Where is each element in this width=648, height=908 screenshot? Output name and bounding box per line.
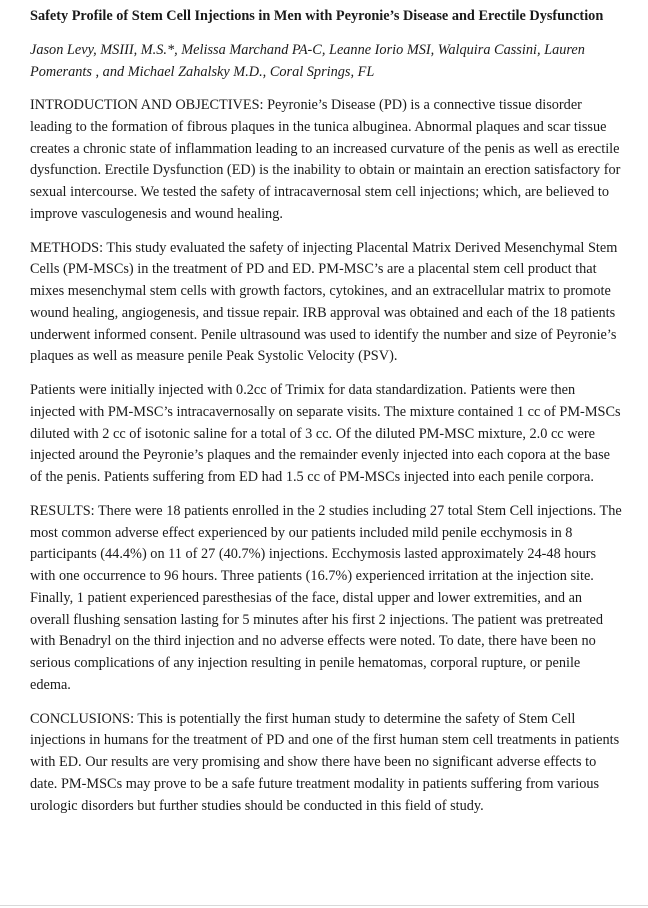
bottom-divider (0, 905, 648, 906)
section-conclusions: CONCLUSIONS: This is potentially the first human study to determine the safety of Stem Cell injections in humans for the treatment of PD and one of the first human stem cell treatments in patients with ED. Our results are very promising and show there have been no significant adverse effects to date. PM-MSCs may prove to be a safe future treatment modality in patients suffering from various urologic disorders but further studies should be conducted in this field of study. (30, 710, 620, 814)
abstract-title: Safety Profile of Stem Cell Injections in Men with Peyronie’s Disease and Erectile Dysfunction (30, 8, 604, 24)
section-methods: METHODS: This study evaluated the safety of injecting Placental Matrix Derived Mesenchymal Stem Cells (PM-MSCs) in the treatment of PD and ED. PM-MSC’s are a placental stem cell product that mixes mesenchymal stem cells with growth factors, cytokines, and an extracellular matrix to promote wound healing, angiogenesis, and tissue repair. IRB approval was obtained and each of the 18 patients underwent informed consent. Penile ultrasound was used to identify the number and size of Peyronie’s plaques as well as measure penile Peak Systolic Velocity (PSV). (30, 239, 618, 365)
section-results: RESULTS: There were 18 patients enrolled in the 2 studies including 27 total Stem Cell injections. The most common adverse effect experienced by our patients included mild penile ecchymosis in 8 participants (44.4%) on 11 of 27 (40.7%) injections. Ecchymosis lasted approximately 24-48 hours with one occurrence to 96 hours. Three patients (16.7%) experienced irritation at the injection site. Finally, 1 patient experienced paresthesias of the face, distal upper and lower extremities, and an overall flushing sensation lasting for 5 minutes after his first 2 injections. The patient was pretreated with Benadryl on the third injection and no adverse effects were noted. To date, there have been no serious complications of any injection resulting in penile hematomas, corporal rupture, or penile edema. (30, 502, 622, 693)
author-list: Jason Levy, MSIII, M.S.*, Melissa Marchand PA-C, Leanne Iorio MSI, Walquira Cassini, Lauren Pomerants , and Michael Zahalsky M.D., Coral Springs, FL (30, 42, 585, 80)
section-introduction: INTRODUCTION AND OBJECTIVES: Peyronie’s Disease (PD) is a connective tissue disorder leading to the formation of fibrous plaques in the tunica albuginea. Abnormal plaques and scar tissue creates a chronic state of inflammation leading to an increased curvature of the penis as well as erectile dysfunction. Erectile Dysfunction (ED) is the inability to obtain or maintain an erection satisfactory for sexual intercourse. We tested the safety of intracavernosal stem cell injections; which, are believed to improve vasculogenesis and wound healing. (30, 97, 621, 222)
section-methods-continued: Patients were initially injected with 0.2cc of Trimix for data standardization. Patients were then injected with PM-MSC’s intracavernosally on separate visits. The mixture contained 1 cc of PM-MSCs diluted with 2 cc of isotonic saline for a total of 3 cc. Of the diluted PM-MSC mixture, 2.0 cc were injected around the Peyronie’s plaques and the remainder evenly injected into each copora at the base of the penis. Patients suffering from ED had 1.5 cc of PM-MSCs injected into each penile corpora. (30, 382, 621, 485)
